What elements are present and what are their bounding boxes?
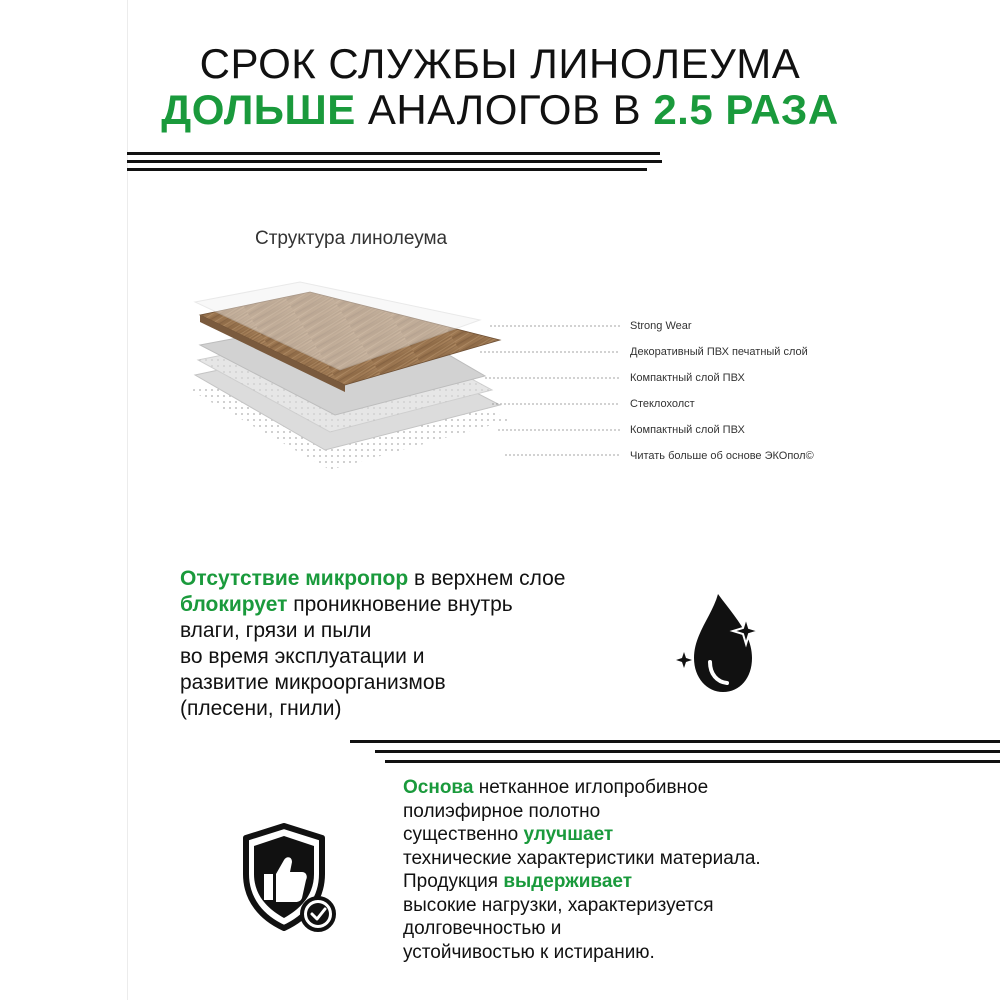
micropores-bold: Отсутствие микропор [180, 567, 409, 590]
page-edge-line [127, 0, 128, 1000]
layer-label-decor: Декоративный ПВХ печатный слой [630, 346, 808, 358]
blocks-bold: блокирует [180, 593, 288, 616]
base-bold: Основа [403, 777, 474, 798]
withstands-bold: выдерживает [503, 871, 633, 892]
structure-title: Структура линолеума [255, 228, 448, 249]
layer-label-fiberglass: Стеклохолст [630, 398, 695, 410]
headline-middle: АНАЛОГОВ В [355, 86, 654, 133]
shield-thumbs-up-icon [236, 822, 342, 934]
headline-accent-ratio: 2.5 РАЗА [653, 86, 839, 133]
water-drop-icon [672, 588, 764, 698]
linoleum-structure-illustration [180, 280, 620, 480]
layer-label-compact-2: Компактный слой ПВХ [630, 424, 745, 436]
improves-bold: улучшает [523, 824, 614, 845]
layer-label-strong-wear: Strong Wear [630, 320, 692, 332]
headline-line-1: СРОК СЛУЖБЫ ЛИНОЛЕУМА [199, 40, 801, 87]
base-paragraph: Основа нетканное иглопробивное полиэфирное полотно существенно улучшает технические характеристики материала. Продукция выдерживает высокие нагрузки, характеризуется долговечностью и устойчивостью к истиранию. [403, 777, 761, 963]
headline-line-2 [0, 86, 1000, 134]
layer-label-compact-1: Компактный слой ПВХ [630, 372, 745, 384]
headline-accent-longer: ДОЛЬШЕ [161, 86, 356, 133]
layer-label-read-more[interactable]: Читать больше об основе ЭКОпол© [630, 450, 814, 462]
micropores-paragraph: Отсутствие микропор в верхнем слое блокирует проникновение внутрь влаги, грязи и пыли во время эксплуатации и развитие микроорганизмов (плесени, гнили) [180, 567, 566, 720]
